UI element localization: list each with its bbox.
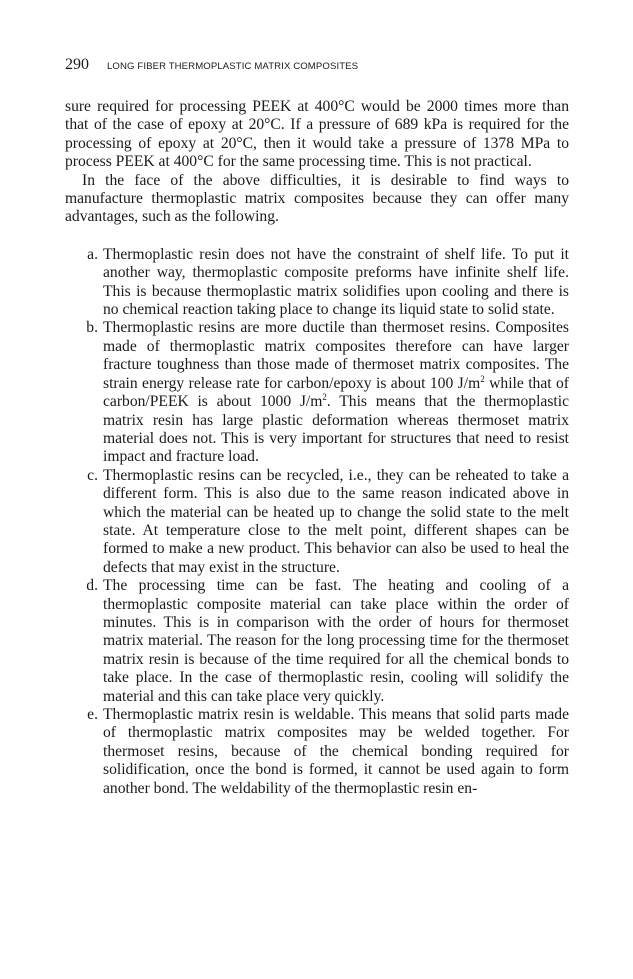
page-header: [65, 56, 570, 76]
list-item-text: Thermoplastic matrix resin is weldable. This means that solid parts made of thermoplastic matrix composites may be welded together. For thermoset resins, because of the chemical bonding required for solidification, once the bond is formed, it cannot be used again to form another bond. The weldability of the thermoplastic resin en-: [103, 706, 569, 797]
list-item-text: Thermoplastic resin does not have the constraint of shelf life. To put it another way, thermoplastic composite preforms have infinite shelf life. This is because thermoplastic matrix solidifies upon cooling and there is no chemical reaction taking place to change its liquid state to solid state.: [103, 245, 569, 319]
superscript: 2: [322, 391, 327, 402]
paragraph-continuation: sure required for processing PEEK at 400°C would be 2000 times more than that of the case of epoxy at 20°C. If a pressure of 689 kPa is required for the processing of epoxy at 20°C, then it would take a pressure of 1378 MPa to process PEEK at 400°C for the same processing time. This is not practical.: [65, 98, 569, 171]
advantages-list: [65, 246, 569, 798]
list-item-d: [65, 577, 569, 706]
list-marker: b.: [86, 319, 98, 337]
text-segment: while that of carbon/PEEK is about 1000 J/m: [103, 374, 569, 411]
list-marker: e.: [87, 706, 98, 723]
text-segment: . This means that the thermoplastic matrix resin has large plastic deformation whereas thermoset matrix material does not. This is very important for structures that need to resist impact and fracture load.: [103, 393, 569, 466]
body-text: [65, 98, 569, 798]
list-item-e: [65, 706, 569, 798]
list-marker: d.: [86, 577, 98, 595]
running-head: LONG FIBER THERMOPLASTIC MATRIX COMPOSITES: [107, 61, 359, 72]
list-item-text: [103, 319, 569, 466]
list-item-a: [65, 246, 569, 320]
text-segment: Thermoplastic resins are more ductile than thermoset resins. Composites made of thermoplastic matrix composites therefore can have larger fracture toughness than those made of thermoset matrix composites. The strain energy release rate for carbon/epoxy is about 100 J/m: [103, 319, 569, 392]
list-marker: a.: [87, 245, 98, 263]
page-number: 290: [65, 56, 89, 73]
list-marker: c.: [87, 466, 98, 484]
list-item-b: [65, 319, 569, 466]
superscript: 2: [480, 373, 485, 384]
list-item-text: Thermoplastic resins can be recycled, i.e., they can be reheated to take a different form. This is also due to the same reason indicated above in which the material can be heated up to change the solid state to the melt state. At temperature close to the melt point, different shapes can be formed to make a new product. This behavior can also be used to heal the defects that may exist in the structure.: [103, 466, 569, 576]
list-item-text: The processing time can be fast. The heating and cooling of a thermoplastic composite material can take place within the order of minutes. This is in comparison with the order of hours for thermoset matrix material. The reason for the long processing time for the thermoset matrix resin is because of the time required for all the chemical bonds to take place. In the case of thermoplastic resin, cooling will solidify the material and this can take place very quickly.: [103, 577, 569, 705]
paragraph-advantages-intro: In the face of the above difficulties, it is desirable to find ways to manufacture thermoplastic matrix composites because they can offer many advantages, such as the following.: [65, 171, 569, 226]
list-item-c: [65, 467, 569, 577]
